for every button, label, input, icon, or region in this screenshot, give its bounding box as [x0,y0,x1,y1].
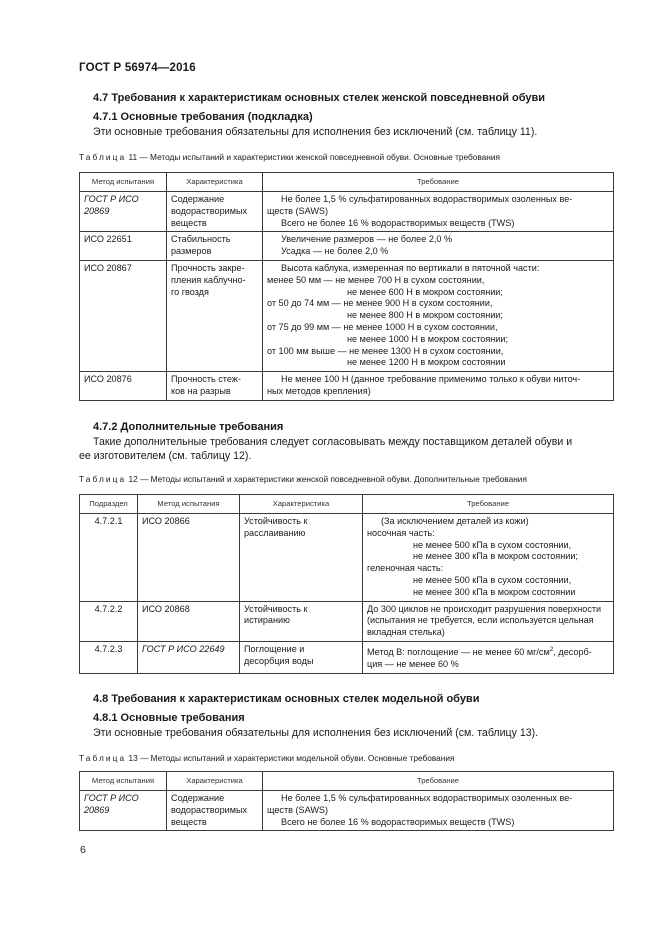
table-13-caption [79,753,454,763]
table-row [80,791,614,831]
section-4-7-2-text-2: ее изготовителем (см. таблицу 12). [79,450,252,462]
cell-line: ГОСТ Р ИСО [84,194,139,204]
cell-line: веществ [171,217,207,228]
table-row [80,372,614,401]
table-row [80,601,614,641]
table-13-caption-word: Таблица [79,753,127,763]
cell-line: расслаиванию [244,527,306,538]
cell-line: Всего не более 16 % водорастворимых веществ (TWS) [281,816,515,827]
cell-line: Не более 1,5 % сульфатированных водорастворимых озоленных ве- [281,194,573,204]
cell-line: ществ (SAWS) [267,804,329,815]
cell-line: менее 50 мм — не менее 700 Н в сухом состоянии, [267,274,485,285]
cell-line: от 100 мм выше — не менее 1300 Н в сухом состоянии, [267,345,504,356]
cell-text: , десорб- [553,647,592,657]
table-11-caption [79,152,500,162]
cell-line: 20869 [84,804,110,815]
cell-line: Не более 1,5 % сульфатированных водорастворимых озоленных ве- [281,793,573,803]
section-4-7-1-title: 4.7.1 Основные требования (подкладка) [93,111,313,123]
table-11-caption-word: Таблица [79,152,127,162]
requirement-cell [263,372,614,401]
cell-line: Устойчивость к [244,516,308,526]
method-cell [80,192,167,232]
cell-line: от 50 до 74 мм — не менее 900 Н в сухом состоянии, [267,298,493,309]
table-13-header-characteristic: Характеристика [167,772,263,791]
requirement-cell [363,514,614,602]
cell-line: ГОСТ Р ИСО [84,793,139,803]
cell-line: не менее 500 кПа в сухом состоянии, [413,574,572,585]
cell-text: Метод В: поглощение — не менее 60 мг/см [367,647,550,657]
subsection-cell: 4.7.2.3 [80,641,138,673]
cell-line: не менее 500 кПа в сухом состоянии, [413,539,572,550]
table-12-caption-word: Таблица [79,474,127,484]
table-12-header-method: Метод испытания [138,495,240,514]
page-number: 6 [80,844,86,856]
subsection-cell: 4.7.2.2 [80,601,138,641]
cell-line: истиранию [244,615,290,626]
table-11-header-row [80,173,614,192]
requirement-cell [363,601,614,641]
cell-line: (испытания не требуется, если используется цельная [367,615,594,626]
table-11-header-characteristic: Характеристика [167,173,263,192]
cell-line: водорастворимых [171,804,248,815]
table-13 [79,771,614,831]
method-cell: ИСО 20876 [80,372,167,401]
characteristic-cell [240,514,363,602]
table-11-caption-text: 11 — Методы испытаний и характеристики женской повседневной обуви. Основные требования [126,152,501,162]
characteristic-cell [240,641,363,673]
table-12-header-characteristic: Характеристика [240,495,363,514]
table-13-header-requirement: Требование [263,772,614,791]
table-row [80,192,614,232]
characteristic-cell [167,192,263,232]
superscript: 2 [549,645,554,653]
table-12 [79,494,614,674]
table-13-caption-text: 13 — Методы испытаний и характеристики модельной обуви. Основные требования [126,753,455,763]
cell-line: Стабильность [171,234,231,245]
section-4-7-2-text-1: Такие дополнительные требования следует согласовывать между поставщиком деталей обуви и [93,436,573,448]
method-cell: ИСО 20867 [80,260,167,371]
table-13-header-row [80,772,614,791]
cell-line: Прочность закре- [171,262,245,273]
cell-line: Высота каблука, измеренная по вертикали в пяточной части: [281,262,540,273]
cell-line: Содержание [171,194,225,204]
requirement-cell [263,791,614,831]
table-row [80,232,614,261]
cell-line: Поглощение и [244,643,305,654]
table-13-header-method: Метод испытания [80,772,167,791]
cell-line: не менее 600 Н в мокром состоянии; [347,286,503,297]
cell-line: десорбция воды [244,655,314,666]
cell-line: не менее 800 Н в мокром состоянии; [347,310,503,321]
cell-line: геленочная часть: [367,563,444,574]
requirement-cell [263,232,614,261]
cell-line: го гвоздя [171,286,209,297]
cell-line: Не менее 100 Н (данное требование применимо только к обуви ниточ- [281,374,581,385]
cell-line: До 300 циклов не происходит разрушения поверхности [367,603,602,614]
subsection-cell: 4.7.2.1 [80,514,138,602]
characteristic-cell [167,232,263,261]
cell-line: Всего не более 16 % водорастворимых веществ (TWS) [281,217,515,228]
cell-line: ция — не менее 60 % [367,658,459,669]
method-cell: ИСО 20866 [138,514,240,602]
section-4-8-1-title: 4.8.1 Основные требования [93,712,245,724]
table-row [80,641,614,673]
characteristic-cell [167,260,263,371]
requirement-cell [263,260,614,371]
cell-line: ков на разрыв [171,385,231,396]
cell-line: Устойчивость к [244,603,308,614]
table-11-header-requirement: Требование [263,173,614,192]
cell-line: не менее 1200 Н в мокром состоянии [347,357,506,368]
method-cell: ГОСТ Р ИСО 22649 [138,641,240,673]
section-4-8-1-text: Эти основные требования обязательны для исполнения без исключений (см. таблицу 13). [93,727,539,739]
table-12-header-requirement: Требование [363,495,614,514]
cell-line: не менее 300 кПа в мокром состоянии [413,586,576,597]
cell-line: ных методов крепления) [267,385,371,396]
cell-line: ществ (SAWS) [267,205,329,216]
cell-line: Увеличение размеров — не более 2,0 % [281,234,453,245]
table-11-header-method: Метод испытания [80,173,167,192]
table-12-header-row [80,495,614,514]
table-12-caption [79,474,527,484]
section-4-8-title: 4.8 Требования к характеристикам основных стелек модельной обуви [93,693,480,705]
method-cell: ИСО 20868 [138,601,240,641]
cell-line: пления каблучно- [171,274,246,285]
cell-line: 20869 [84,205,110,216]
cell-line: Содержание [171,793,225,803]
table-12-header-subsection: Подраздел [80,495,138,514]
cell-line: размеров [171,246,212,257]
document-header: ГОСТ Р 56974—2016 [79,62,196,74]
cell-line: от 75 до 99 мм — не менее 1000 Н в сухом состоянии, [267,321,498,332]
requirement-cell [263,192,614,232]
table-12-caption-text: 12 — Методы испытаний и характеристики женской повседневной обуви. Дополнительные требования [126,474,527,484]
method-cell: ИСО 22651 [80,232,167,261]
method-cell [80,791,167,831]
table-11 [79,172,614,401]
table-row [80,514,614,602]
section-4-7-1-text: Эти основные требования обязательны для исполнения без исключений (см. таблицу 11). [93,126,538,138]
characteristic-cell [167,791,263,831]
characteristic-cell [167,372,263,401]
cell-line: Прочность стеж- [171,374,241,385]
table-row [80,260,614,371]
section-4-7-title: 4.7 Требования к характеристикам основных стелек женской повседневной обуви [93,92,546,104]
section-4-7-2-title: 4.7.2 Дополнительные требования [93,421,284,433]
cell-line: носочная часть: [367,527,435,538]
cell-line: не менее 1000 Н в мокром состоянии; [347,333,508,344]
cell-line: Усадка — не более 2,0 % [281,246,389,257]
cell-line: водорастворимых [171,205,248,216]
requirement-cell [363,641,614,673]
cell-line: (За исключением деталей из кожи) [381,516,529,526]
cell-line: веществ [171,816,207,827]
characteristic-cell [240,601,363,641]
cell-line: не менее 300 кПа в мокром состоянии; [413,551,578,562]
cell-line: вкладная стелька) [367,627,445,638]
